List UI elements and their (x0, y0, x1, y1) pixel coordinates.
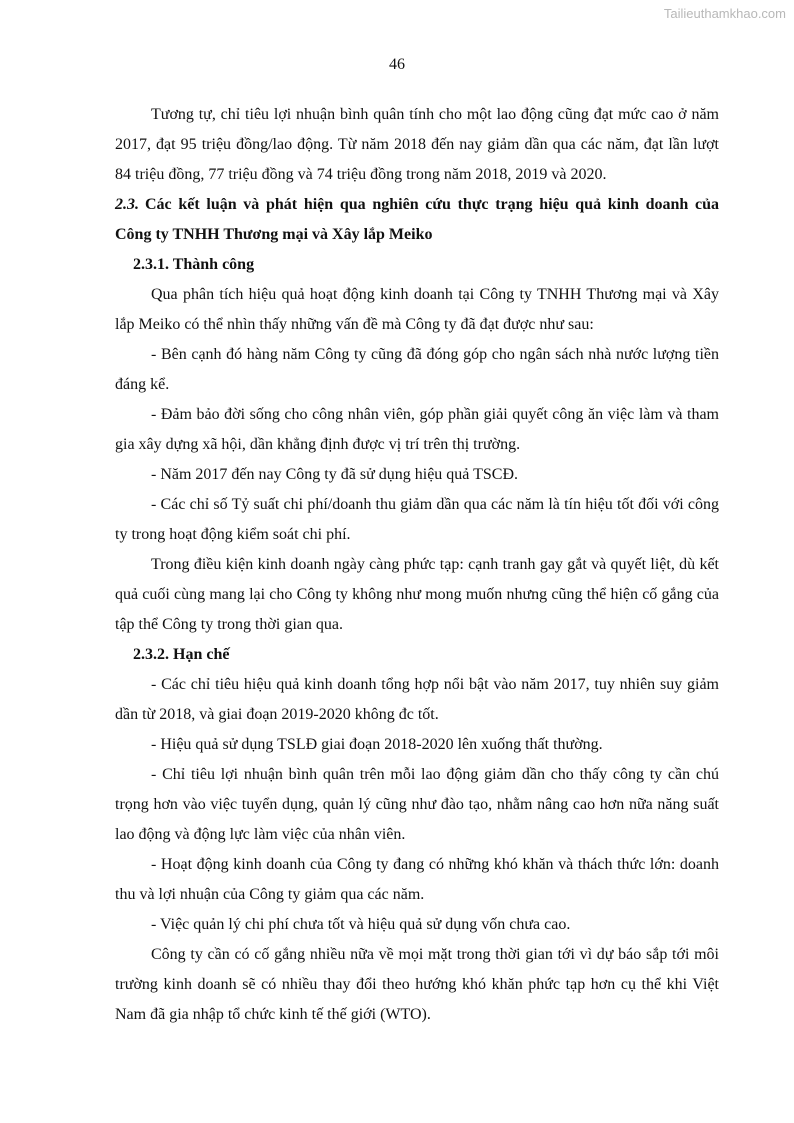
watermark: Tailieuthamkhao.com (663, 6, 786, 21)
paragraph-profit-per-employee: Tương tự, chỉ tiêu lợi nhuận bình quân tính cho một lao động cũng đạt mức cao ở năm 2017, đạt 95 triệu đồng/lao động. Từ năm 2018 đến nay giảm dần qua các năm, đạt lần lượt 84 triệu đồng, 77 triệu đồng và 74 triệu đồng trong năm 2018, 2019 và 2020. (115, 106, 719, 183)
document-body (115, 100, 719, 1030)
subheading-achievements: 2.3.1. Thành công (133, 256, 255, 273)
bullet-business-challenges: - Hoạt động kinh doanh của Công ty đang có những khó khăn và thách thức lớn: doanh thu và lợi nhuận của Công ty giảm qua các năm. (115, 856, 719, 903)
bullet-cost-ratio: - Các chỉ số Tỷ suất chi phí/doanh thu giảm dần qua các năm là tín hiệu tốt đối với công ty trong hoạt động kiểm soát chi phí. (115, 496, 719, 543)
bullet-declining-indicators: - Các chỉ tiêu hiệu quả kinh doanh tổng hợp nổi bật vào năm 2017, tuy nhiên suy giảm dần từ 2018, và giai đoạn 2019-2020 không đc tốt. (115, 676, 719, 723)
section-title: Các kết luận và phát hiện qua nghiên cứu thực trạng hiệu quả kinh doanh của Công ty TNHH Thương mại và Xây lắp Meiko (115, 196, 719, 243)
bullet-cost-management: - Việc quản lý chi phí chưa tốt và hiệu quả sử dụng vốn chưa cao. (151, 916, 571, 933)
paragraph-future-outlook: Công ty cần có cố gắng nhiều nữa về mọi mặt trong thời gian tới vì dự báo sắp tới môi trường kinh doanh sẽ có nhiều thay đổi theo hướng khó khăn phức tạp hơn cụ thể khi Việt Nam đã gia nhập tổ chức kinh tế thế giới (WTO). (115, 946, 719, 1023)
bullet-employee-welfare: - Đảm bảo đời sống cho công nhân viên, góp phần giải quyết công ăn việc làm và tham gia xây dựng xã hội, dần khẳng định được vị trí trên thị trường. (115, 406, 719, 453)
bullet-budget-contribution: - Bên cạnh đó hàng năm Công ty cũng đã đóng góp cho ngân sách nhà nước lượng tiền đáng kể. (115, 346, 719, 393)
paragraph-achievements-intro: Qua phân tích hiệu quả hoạt động kinh doanh tại Công ty TNHH Thương mại và Xây lắp Meiko có thể nhìn thấy những vấn đề mà Công ty đã đạt được như sau: (115, 286, 719, 333)
section-number: 2.3. (115, 196, 139, 213)
page-number: 46 (389, 56, 405, 73)
section-heading (115, 190, 719, 250)
bullet-fixed-assets: - Năm 2017 đến nay Công ty đã sử dụng hiệu quả TSCĐ. (151, 466, 519, 483)
paragraph-business-conditions: Trong điều kiện kinh doanh ngày càng phức tạp: cạnh tranh gay gắt và quyết liệt, dù kết quả cuối cùng mang lại cho Công ty không như mong muốn nhưng cũng thể hiện cố gắng của tập thể Công ty trong thời gian qua. (115, 556, 719, 633)
subheading-limitations: 2.3.2. Hạn chế (133, 646, 230, 663)
bullet-current-assets: - Hiệu quả sử dụng TSLĐ giai đoạn 2018-2020 lên xuống thất thường. (151, 736, 603, 753)
bullet-profit-per-employee: - Chỉ tiêu lợi nhuận bình quân trên mỗi lao động giảm dần cho thấy công ty cần chú trọng hơn vào việc tuyển dụng, quản lý cũng như đào tạo, nhằm nâng cao hơn nữa năng suất lao động và động lực làm việc của nhân viên. (115, 766, 719, 843)
